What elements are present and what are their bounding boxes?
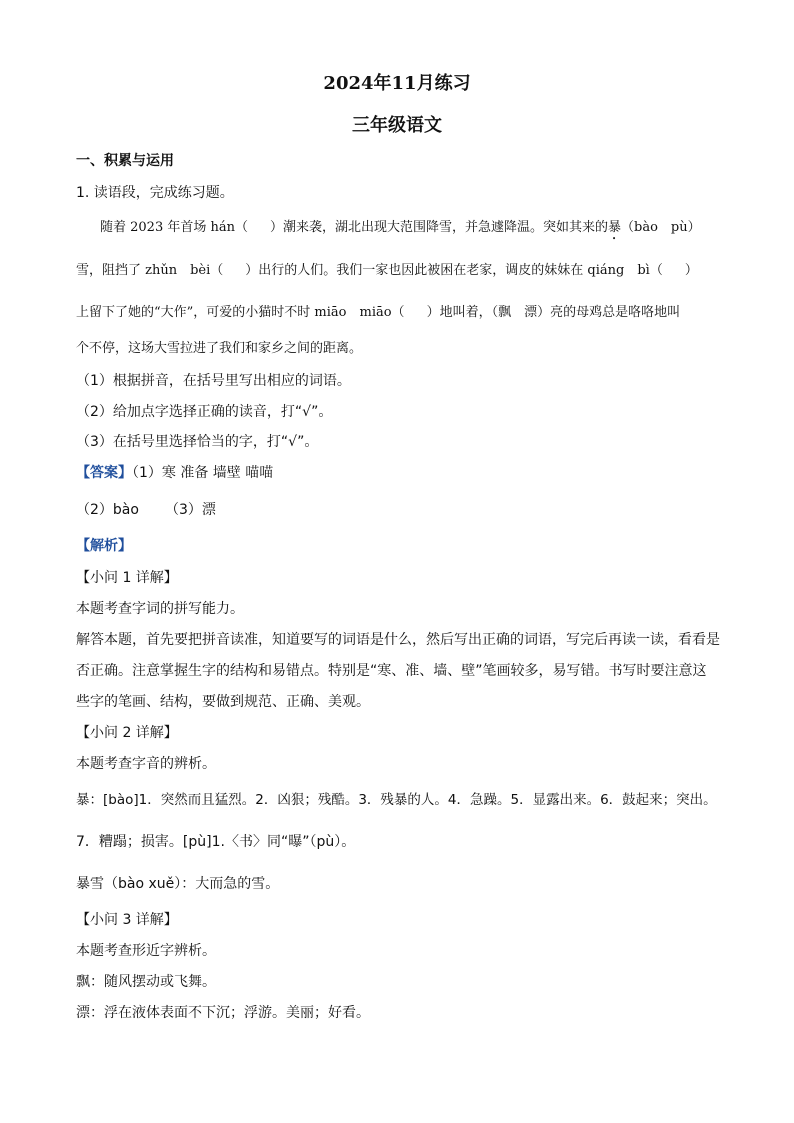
- subquestion-2: （2）给加点字选择正确的读音，打“√”。: [76, 404, 333, 420]
- analysis-label: 【解析】: [76, 538, 132, 554]
- answer-text: （1）寒 准备 墙壁 喵喵: [132, 465, 274, 481]
- passage-line-3: [76, 304, 680, 322]
- section-heading: 一、积累与运用: [76, 153, 174, 169]
- passage-line-2: [76, 262, 698, 280]
- answer-text: （3）漂: [164, 502, 216, 518]
- passage-text: 雪，阻挡了 zhǔn bèi（: [76, 263, 224, 278]
- subquestion-3: （3）在括号里选择恰当的字，打“√”。: [76, 434, 319, 450]
- passage-text: 随着 2023 年首场 hán（: [100, 220, 248, 235]
- q3-text-line: 本题考查形近字辨析。: [76, 943, 216, 959]
- q1-text-line: 些字的笔画、结构，要做到规范、正确、美观。: [76, 694, 370, 710]
- pinyin-choice: （bào pù）: [621, 220, 701, 235]
- passage-text: ）出行的人们。我们一家也因此被困在老家，调皮的妹妹在 qiáng bì（: [245, 263, 663, 278]
- dotted-character: 暴: [608, 220, 622, 235]
- passage-text: 上留下了她的“大作”，可爱的小猫时不时 miāo miāo（: [76, 305, 405, 320]
- passage-line-4: 个不停，这场大雪拉进了我们和家乡之间的距离。: [76, 341, 363, 356]
- subquestion-1: （1）根据拼音，在括号里写出相应的词语。: [76, 373, 351, 389]
- answer-line-2: [76, 501, 216, 519]
- q3-heading: 【小问 3 详解】: [76, 912, 178, 928]
- q2-text-line: 7．糟蹋；损害。[pù]1.〈书〉同“曝”（pù）。: [76, 834, 356, 850]
- passage-line-1: [100, 219, 701, 243]
- q1-text-line: 否正确。注意掌握生字的结构和易错点。特别是“寒、准、墙、壁”笔画较多，易写错。书写时要注意这: [76, 663, 707, 679]
- answer-label: 【答案】: [76, 465, 132, 481]
- passage-text: ）: [684, 263, 698, 278]
- q2-text-line: 本题考查字音的辨析。: [76, 756, 216, 772]
- passage-text: ）潮来袭，湖北出现大范围降雪，并急遽降温。突如其来的: [269, 220, 608, 235]
- answer-text: （2）bào: [76, 502, 139, 518]
- question-prompt: 1. 读语段，完成练习题。: [76, 185, 234, 201]
- answer-line-1: [76, 464, 273, 482]
- q2-heading: 【小问 2 详解】: [76, 725, 178, 741]
- q1-text-line: 解答本题，首先要把拼音读准，知道要写的词语是什么，然后写出正确的词语，写完后再读一读，看看是: [76, 632, 720, 648]
- page-subtitle: 三年级语文: [352, 115, 442, 136]
- page-title: 2024年11月练习: [323, 73, 471, 94]
- passage-text: ）地叫着，（飘 漂）亮的母鸡总是咯咯地叫: [426, 305, 681, 320]
- q2-text-line: 暴：[bào]1．突然而且猛烈。2．凶狠；残酷。3．残暴的人。4．急躁。5．显露出来。6．鼓起来；突出。: [76, 792, 717, 808]
- q3-text-line: 飘：随风摆动或飞舞。: [76, 974, 216, 990]
- q3-text-line: 漂：浮在液体表面不下沉；浮游。美丽；好看。: [76, 1005, 370, 1021]
- q2-text-line: 暴雪（bào xuě）：大而急的雪。: [76, 876, 280, 892]
- q1-heading: 【小问 1 详解】: [76, 570, 178, 586]
- q1-text-line: 本题考查字词的拼写能力。: [76, 601, 244, 617]
